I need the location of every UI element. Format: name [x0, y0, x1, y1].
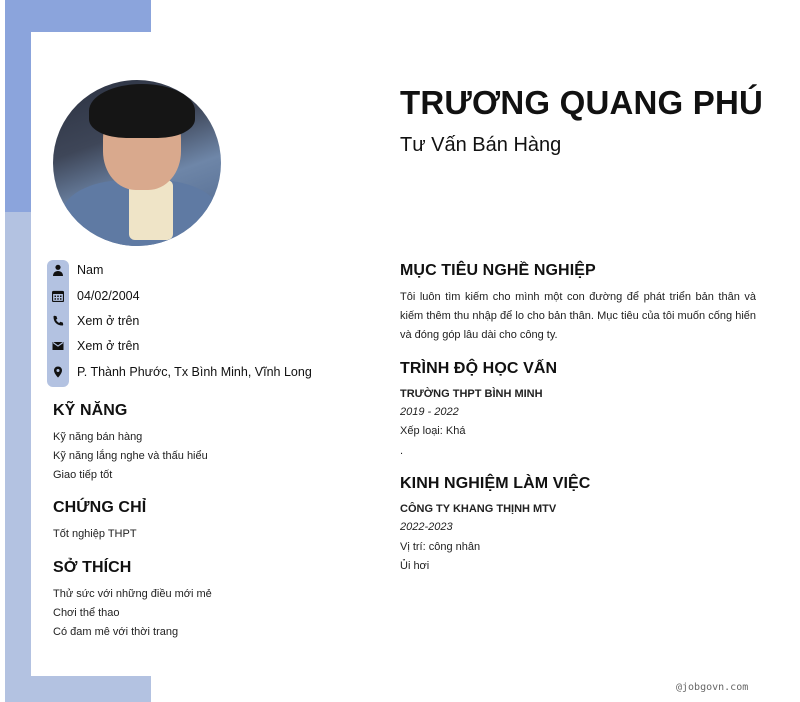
address-text: P. Thành Phước, Tx Bình Minh, Vĩnh Long — [77, 365, 312, 379]
certificates-title: CHỨNG CHỈ — [53, 499, 147, 516]
education-note: . — [400, 445, 404, 457]
experience-detail: Ủi hơi — [400, 560, 430, 572]
candidate-name: TRƯƠNG QUANG PHÚ — [400, 84, 764, 121]
school-name: TRƯỜNG THPT BÌNH MINH — [400, 388, 543, 400]
contact-phone — [50, 310, 390, 332]
hobby-item: Thử sức với những điều mới mẻ — [53, 588, 212, 600]
objective-title: MỤC TIÊU NGHỀ NGHIỆP — [400, 262, 596, 279]
hobby-item: Có đam mê với thời trang — [53, 626, 179, 638]
email-text: Xem ở trên — [77, 339, 140, 353]
profile-photo — [53, 80, 221, 246]
skills-title: KỸ NĂNG — [53, 402, 128, 419]
experience-period: 2022-2023 — [400, 521, 453, 533]
location-icon — [50, 364, 66, 380]
candidate-role: Tư Vấn Bán Hàng — [400, 134, 562, 156]
contact-address — [50, 361, 390, 383]
hobbies-title: SỞ THÍCH — [53, 559, 132, 576]
experience-position: Vị trí: công nhân — [400, 541, 481, 553]
hobby-item: Chơi thể thao — [53, 607, 120, 619]
person-icon — [50, 262, 66, 278]
education-grade: Xếp loại: Khá — [400, 425, 466, 437]
skill-item: Kỹ năng bán hàng — [53, 431, 143, 443]
birthday-text: 04/02/2004 — [77, 289, 140, 303]
company-name: CÔNG TY KHANG THỊNH MTV — [400, 503, 557, 515]
phone-text: Xem ở trên — [77, 314, 140, 328]
contact-birthday — [50, 285, 390, 307]
watermark-link[interactable]: @jobgovn.com — [676, 682, 749, 693]
contact-email — [50, 335, 390, 357]
experience-title: KINH NGHIỆM LÀM VIỆC — [400, 475, 591, 492]
phone-icon — [50, 313, 66, 329]
calendar-icon — [50, 288, 66, 304]
gender-text: Nam — [77, 263, 104, 277]
contact-gender — [50, 259, 390, 281]
education-title: TRÌNH ĐỘ HỌC VẤN — [400, 360, 558, 377]
objective-text: Tôi luôn tìm kiếm cho mình một con đường để phát triển bản thân và kiếm thêm thu nhập để lo cho bản thân. Mục tiêu của tôi muốn cống hiến và đóng góp lâu dài cho công ty. — [400, 291, 756, 341]
skill-item: Giao tiếp tốt — [53, 469, 113, 481]
email-icon — [50, 338, 66, 354]
skill-item: Kỹ năng lắng nghe và thấu hiểu — [53, 450, 208, 462]
certificate-item: Tốt nghiệp THPT — [53, 528, 137, 540]
education-period: 2019 - 2022 — [400, 406, 459, 418]
